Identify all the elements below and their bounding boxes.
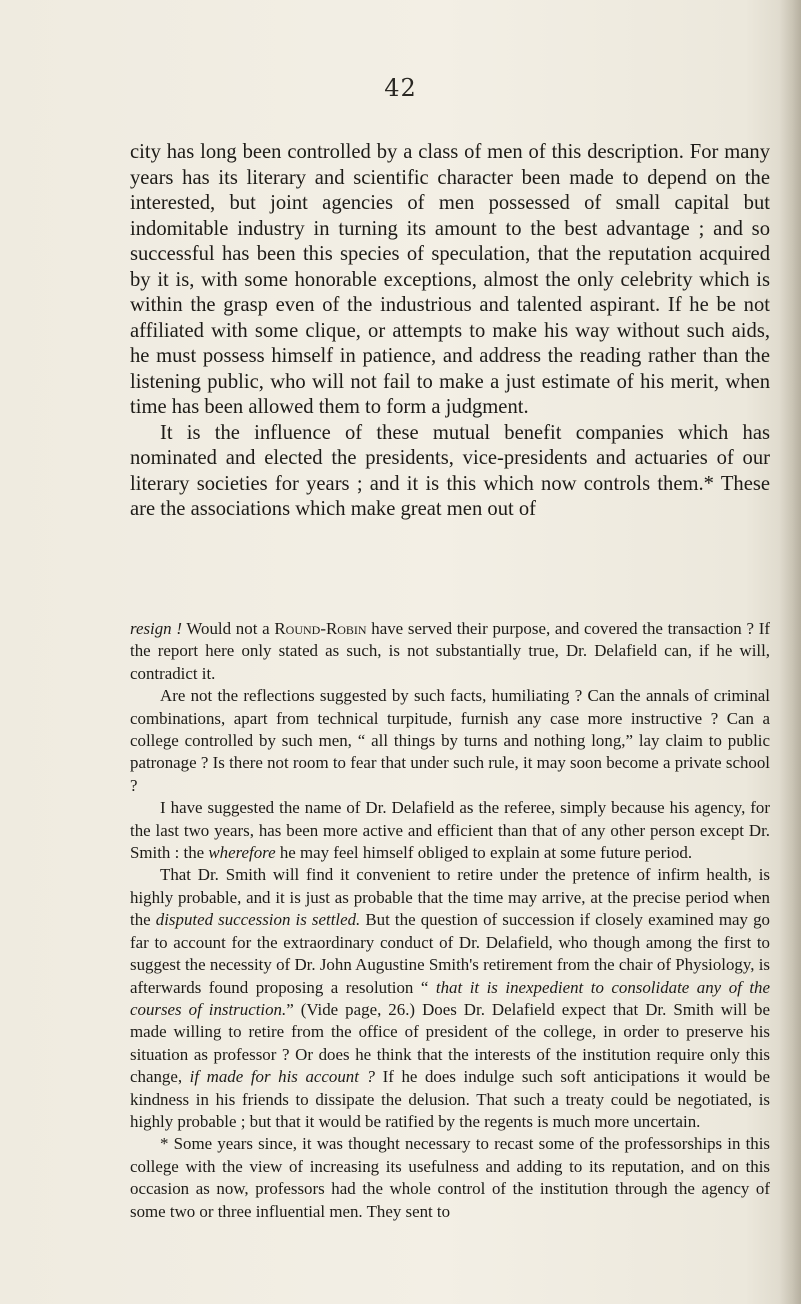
page-number: 42 xyxy=(384,74,417,102)
p4-text-d: If he does indulge such soft anticipations it would be kindness in his friends to dissipate the delusion. That such a treaty could be negotiated, is highly probable ; but that it would be ratified by the regents is much more uncertain. xyxy=(130,1067,770,1131)
p3-emphasis: wherefore xyxy=(208,843,276,863)
resign-text-a: Would not a xyxy=(181,619,275,638)
p3-text-b: he may feel himself obliged to explain at some future period. xyxy=(275,843,693,863)
p4-emphasis-1: disputed succession is settled. xyxy=(155,910,361,930)
small-paragraph-1 xyxy=(130,618,770,685)
p4-emphasis-3: if made for his account ? xyxy=(189,1067,375,1087)
p3-text-a: I have suggested the name of Dr. Delafield as the referee, simply because his agency, for the last two years, has been more active and efficient than that of any other person except Dr. Smith : the xyxy=(130,798,770,863)
p4-text-c: ” (Vide page, 26.) Does Dr. Delafield expect that Dr. Smith will be made willing to retire from the office of president of the college, in order to preserve his situation as professor ? Or does he think that the interests of the institution require only this change, xyxy=(130,999,770,1087)
resign-text-b: have served their purpose, and covered the transaction ? If the report here only stated as such, is not substantially true, Dr. Delafield can, if he will, contradict it. xyxy=(130,619,770,683)
small-paragraph-3 xyxy=(130,797,770,864)
paragraph-2: It is the influence of these mutual benefit companies which has nominated and elected the presidents, vice-presidents and actuaries of our literary societies for years ; and it is this which now controls them.* These are the associations which make great men out of xyxy=(130,421,770,520)
main-text xyxy=(130,140,770,523)
small-paragraph-2: Are not the reflections suggested by such facts, humiliating ? Can the annals of criminal combinations, apart from technical turpitude, furnish any case more instructive ? Can a college controlled by such men, “ all things by turns and nothing long,” lay claim to public patronage ? Is there not room to fear that under such rule, it may soon become a private school ? xyxy=(130,686,770,795)
resign-word: resign ! xyxy=(130,619,182,638)
p4-emphasis-2: that it is inexpedient to consolidate any of the courses of instruction. xyxy=(130,977,770,1019)
page-edge-stain xyxy=(779,0,801,1304)
round-robin-text: Round-Robin xyxy=(274,619,367,638)
footnote: * Some years since, it was thought necessary to recast some of the professorships in this college with the view of increasing its usefulness and adding to its reputation, and on this occasion as now, professors had the whole control of the institution through the agency of some two or three influential men. They sent to xyxy=(130,1134,770,1221)
p4-text-b: But the question of succession if closely examined may go far to account for the extraordinary conduct of Dr. Delafield, who though among the first to suggest the necessity of Dr. John Augustine Smith's retirement from the chair of Physiology, is afterwards found proposing a resolution “ xyxy=(130,910,770,997)
small-paragraph-4 xyxy=(130,864,770,1133)
p4-text-a: That Dr. Smith will find it convenient to retire under the pretence of infirm health, is highly probable, and it is just as probable that the time may arrive, at the precise period when the xyxy=(130,865,770,930)
continued-text xyxy=(130,618,770,1223)
paragraph-1: city has long been controlled by a class of men of this description. For many years has its literary and scientific character been made to depend on the interested, but joint agencies of men possessed of small capital but indomitable industry in turning its amount to the best advantage ; and so successful has been this species of speculation, that the reputation acquired by it is, with some honorable exceptions, almost the only celebrity which is within the grasp even of the industrious and talented aspirant. If he be not affiliated with some clique, or attempts to make his way without such aids, he must possess himself in patience, and address the reading rather than the listening public, who will not fail to make a just estimate of his merit, when time has been allowed them to form a judgment. xyxy=(130,141,770,418)
